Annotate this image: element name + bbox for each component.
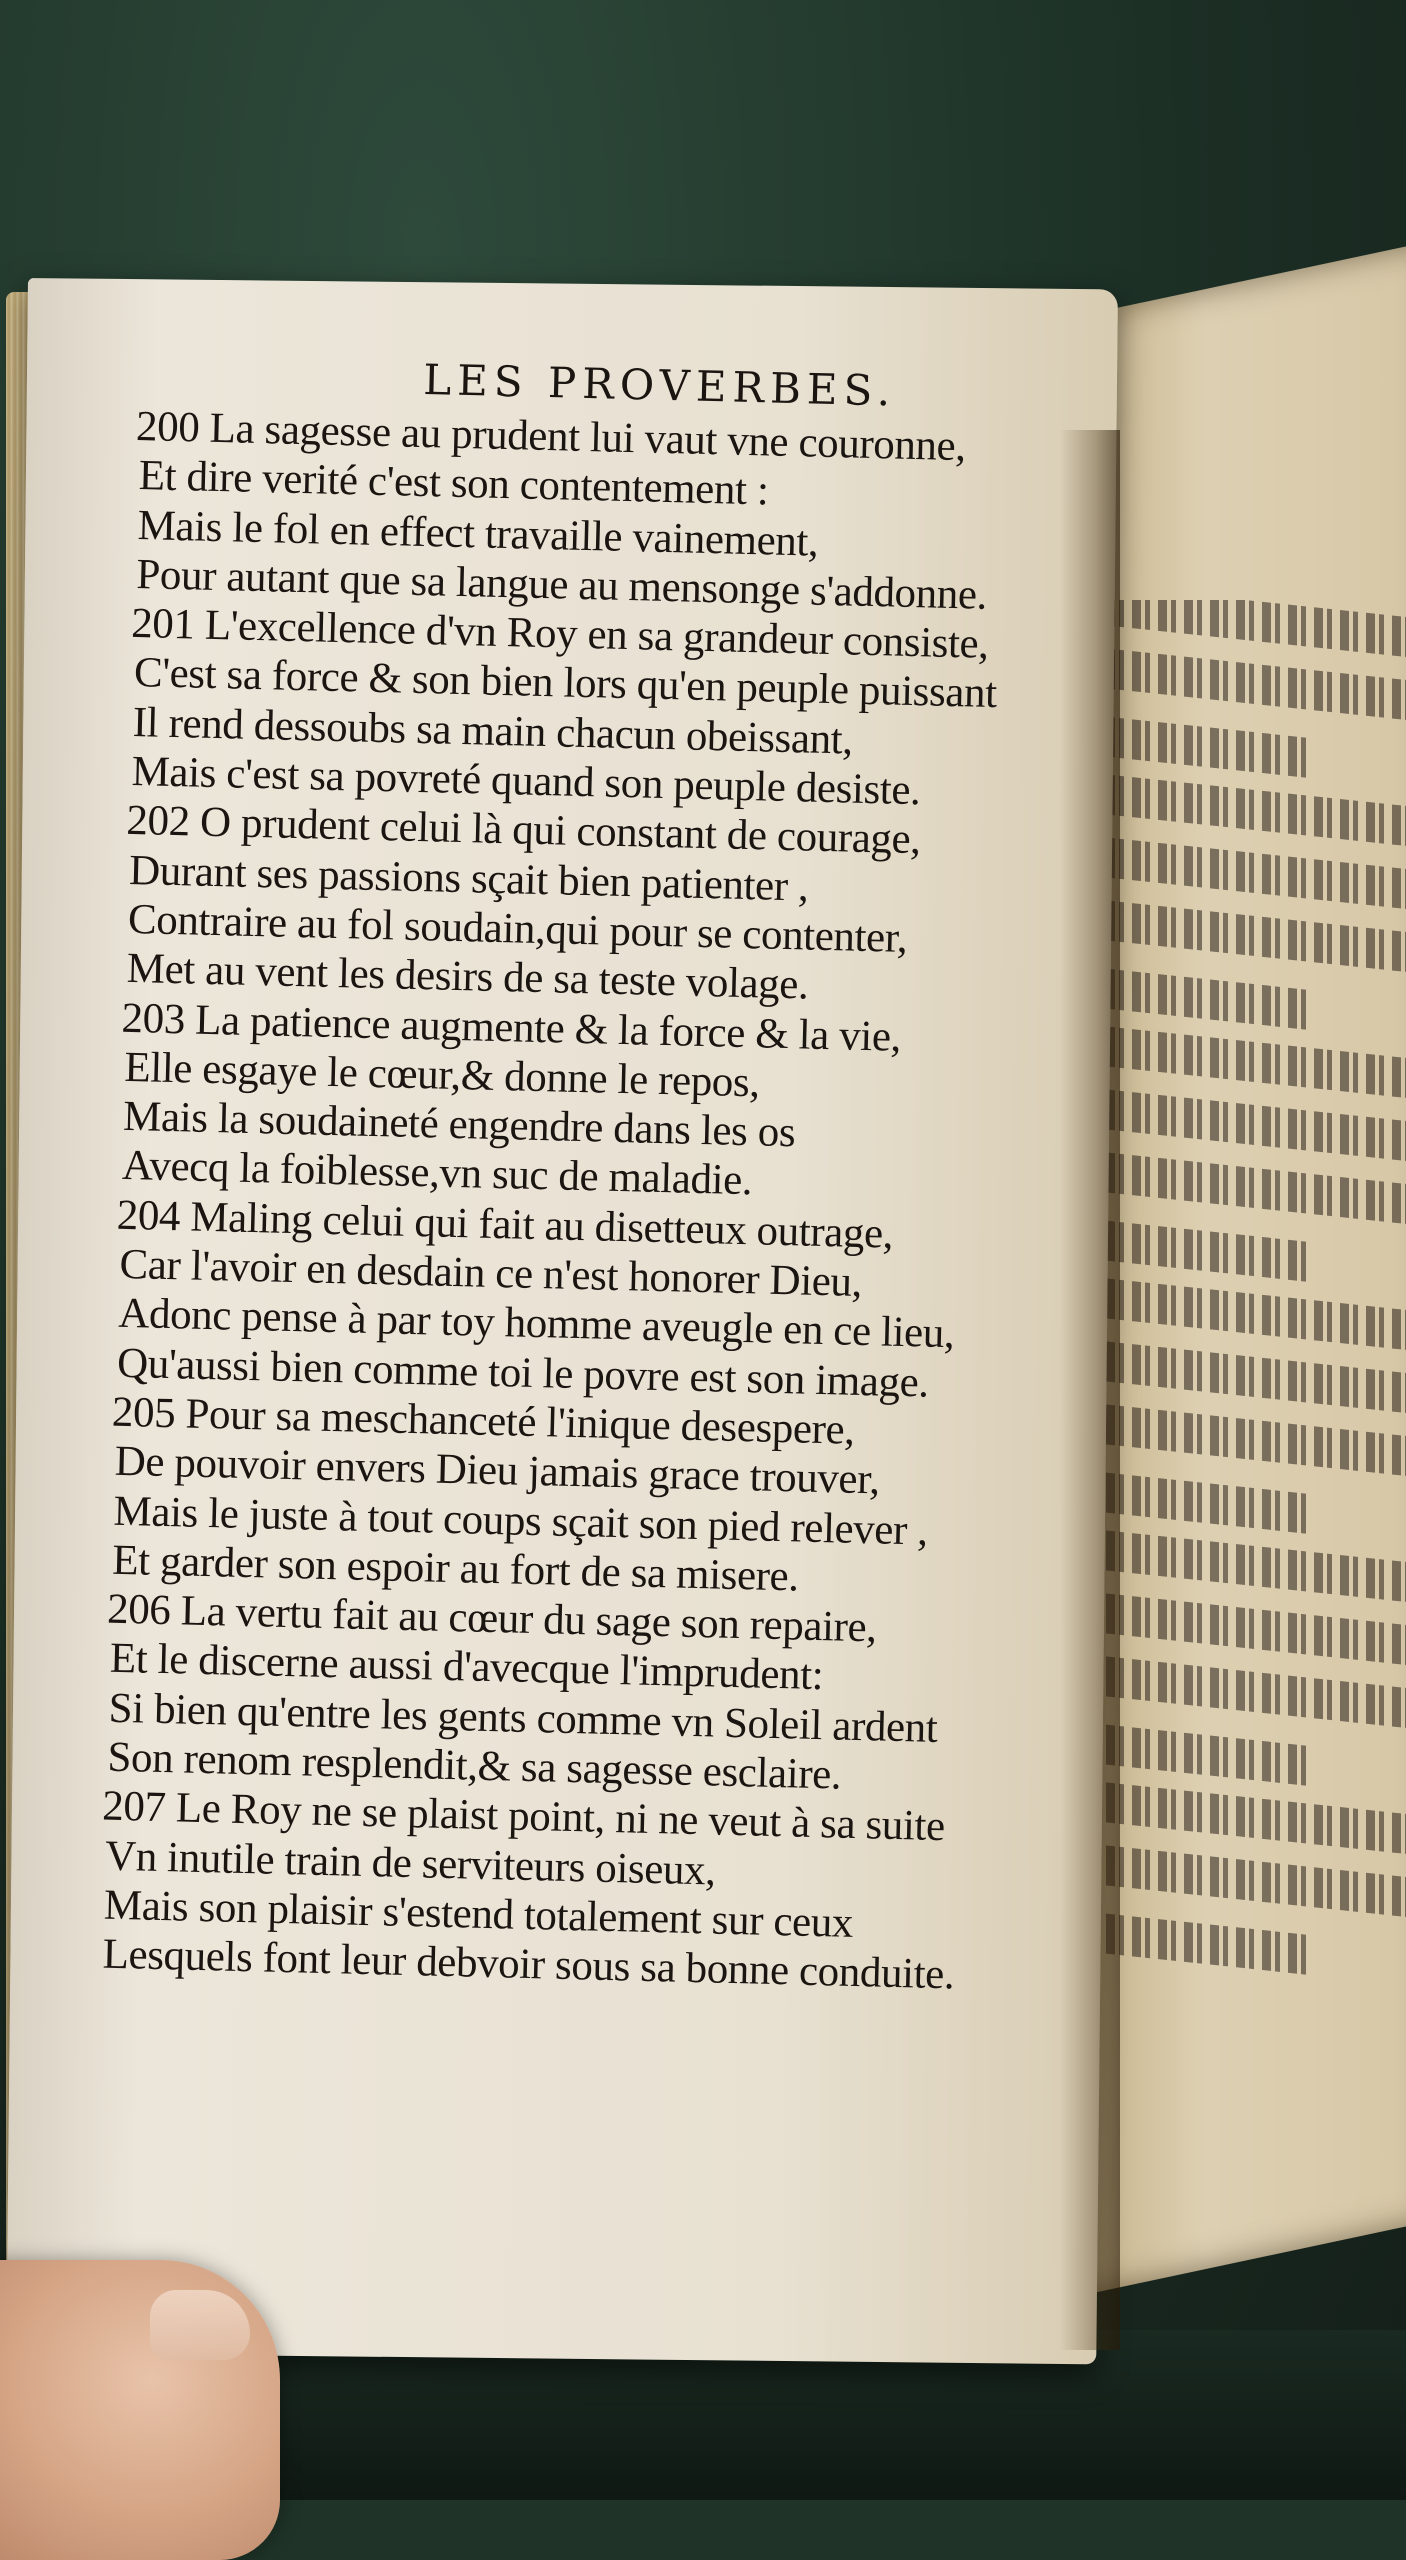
verse-line: 200 La sagesse au prudent lui vaut vne couronne, xyxy=(135,402,967,471)
verse-line: C'est sa force & son bien lors qu'en peuple puissant xyxy=(133,649,998,718)
verse-line: Contraire au fol soudain,qui pour se contenter, xyxy=(127,895,908,962)
verse-line: Mais le juste à tout coups sçait son pied relever , xyxy=(113,1487,929,1555)
right-text-line xyxy=(1080,1780,1406,1855)
verse-line: 201 L'excellence d'vn Roy en sa grandeur consiste, xyxy=(130,600,990,669)
right-text-line xyxy=(1080,835,1406,910)
verse-line: Il rend dessoubs sa main chacun obeissant, xyxy=(132,698,854,764)
right-text-line xyxy=(1080,898,1406,973)
verse-line: De pouvoir envers Dieu jamais grace trouver, xyxy=(114,1438,881,1504)
verse-line: 207 Le Roy ne se plaist point, ni ne veut à sa suite xyxy=(101,1782,946,1851)
verse-line: Mais la soudaineté engendre dans les os xyxy=(122,1093,796,1157)
right-text-line xyxy=(1080,1150,1406,1225)
right-text-line xyxy=(1080,646,1406,721)
right-text-line xyxy=(1080,1024,1406,1099)
verse-line: Qu'aussi bien comme toi le povre est son image. xyxy=(116,1339,930,1407)
verse-line: Et dire verité c'est son contentement : xyxy=(138,452,770,515)
right-text-line xyxy=(1080,772,1406,847)
verse-line: 204 Maling celui qui fait au disetteux outrage, xyxy=(116,1191,894,1258)
proverbs-text-block xyxy=(98,348,1063,2002)
verse-line: Avecq la foiblesse,vn suc de maladie. xyxy=(121,1142,753,1205)
verse-line: 205 Pour sa meschanceté l'inique desespere, xyxy=(111,1388,856,1454)
right-text-line xyxy=(1080,1591,1406,1666)
book-gutter xyxy=(1060,430,1120,2350)
right-text-line xyxy=(1080,1087,1406,1162)
verse-line: Adonc pense à par toy homme aveugle en ce lieu, xyxy=(117,1290,955,1358)
verse-line: 202 O prudent celui là qui constant de courage, xyxy=(125,797,922,864)
verse-line: Elle esgaye le cœur,& donne le repos, xyxy=(123,1043,761,1107)
verse-line: Car l'avoir en desdain ce n'est honorer Dieu, xyxy=(119,1240,863,1307)
verse-line: Et garder son espoir au fort de sa misere. xyxy=(111,1536,800,1601)
verse-line: Mais le fol en effect travaille vainement, xyxy=(137,501,819,566)
verse-line: 206 La vertu fait au cœur du sage son repaire, xyxy=(106,1585,878,1652)
thumbnail xyxy=(150,2290,250,2360)
running-header: LES PROVERBES. xyxy=(422,354,897,416)
right-text-line xyxy=(1080,1528,1406,1603)
right-text-line xyxy=(1080,1402,1406,1477)
verse-line: Mais son plaisir s'estend totalement sur ceux xyxy=(103,1881,854,1947)
right-text-line xyxy=(1080,1276,1406,1351)
right-text-line xyxy=(1080,1843,1406,1918)
verse-line: Durant ses passions sçait bien patienter , xyxy=(128,846,810,911)
right-text-line xyxy=(1080,600,1406,657)
right-page-text-blurred xyxy=(1080,600,1406,2100)
verse-line: Mais c'est sa povreté quand son peuple desiste. xyxy=(131,748,922,815)
right-text-line xyxy=(1080,1339,1406,1414)
right-text-line xyxy=(1080,1654,1406,1729)
verse-line: Pour autant que sa langue au mensonge s'addonne. xyxy=(135,550,988,619)
verse-line: Met au vent les desirs de sa teste volage. xyxy=(126,945,809,1009)
verse-line: Et le discerne aussi d'avecque l'imprudent: xyxy=(109,1635,824,1700)
verse-line: Vn inutile train de serviteurs oiseux, xyxy=(104,1832,717,1895)
verse-line: Son renom resplendit,& sa sagesse esclaire. xyxy=(106,1733,842,1799)
verse-line: 203 La patience augmente & la force & la vie, xyxy=(121,994,902,1061)
verse-line: Si bien qu'entre les gents comme vn Soleil ardent xyxy=(108,1684,938,1752)
verse-line: Lesquels font leur debvoir sous sa bonne conduite. xyxy=(102,1930,955,1999)
